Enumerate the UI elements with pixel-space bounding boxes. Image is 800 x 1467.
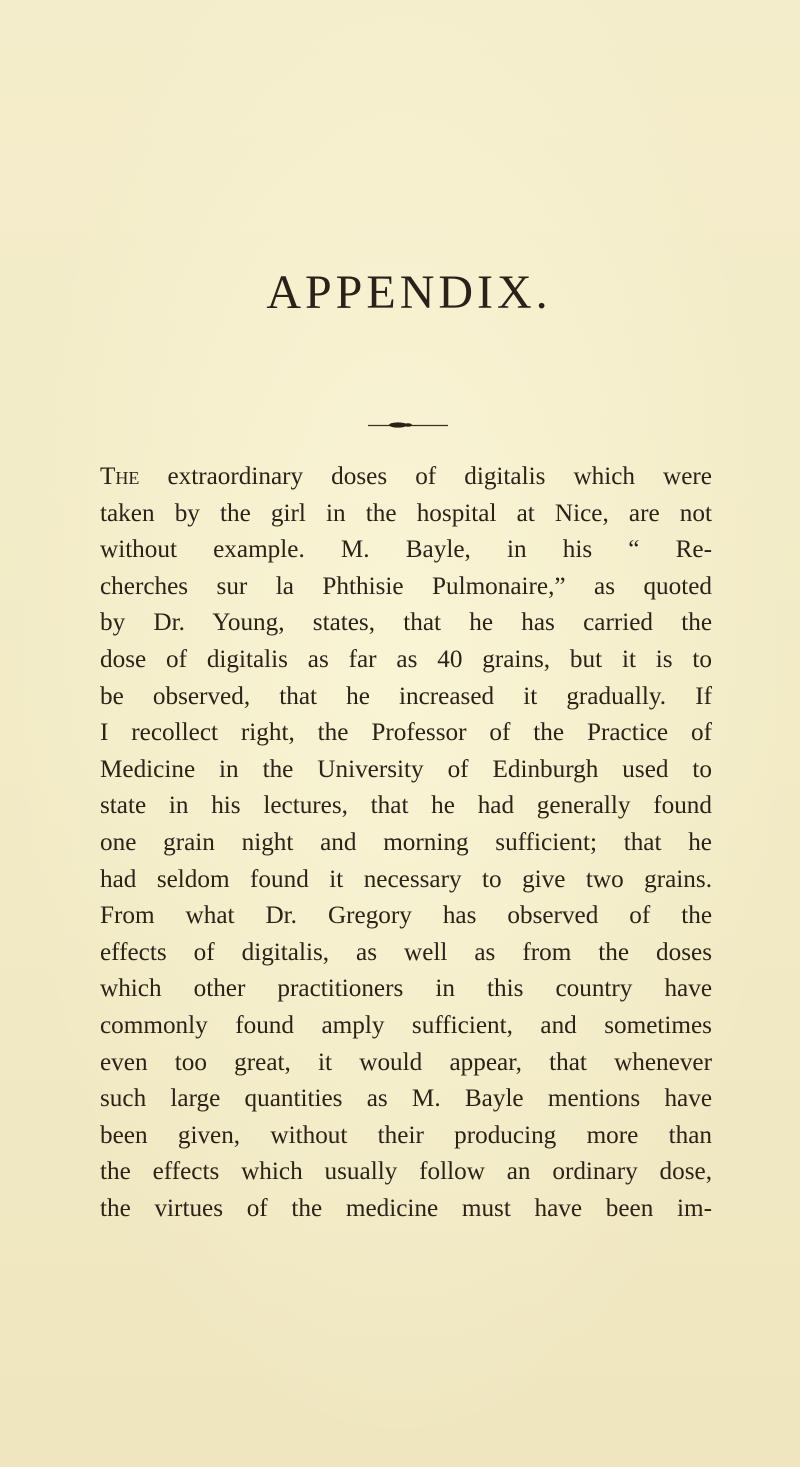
paragraph-line: the effects which usually follow an ordinary dose,	[100, 1158, 712, 1186]
paragraph-line: been given, without their producing more than	[100, 1121, 712, 1149]
paragraph-line: one grain night and morning sufficient; that he	[100, 828, 712, 856]
paragraph-line: state in his lectures, that he had generally found	[100, 792, 712, 820]
paragraph-line: cherches sur la Phthisie Pulmonaire,” as quoted	[100, 572, 712, 600]
appendix-paragraph	[100, 459, 712, 1227]
paragraph-line: I recollect right, the Professor of the Practice of	[100, 719, 712, 747]
paragraph-line: be observed, that he increased it gradually. If	[100, 682, 712, 710]
paragraph-line: had seldom found it necessary to give two grains.	[100, 865, 712, 893]
appendix-heading: APPENDIX.	[266, 266, 552, 319]
paragraph-line: effects of digitalis, as well as from the doses	[100, 938, 712, 966]
paragraph-line: dose of digitalis as far as 40 grains, but it is to	[100, 645, 712, 673]
paragraph-line: the virtues of the medicine must have been im-	[100, 1194, 712, 1222]
paragraph-line: taken by the girl in the hospital at Nice, are not	[100, 499, 712, 527]
opening-word: The	[100, 463, 140, 490]
paragraph-line: by Dr. Young, states, that he has carried the	[100, 609, 712, 637]
paragraph-line: Medicine in the University of Edinburgh used to	[100, 755, 712, 783]
paragraph-line: which other practitioners in this country have	[100, 975, 712, 1003]
paragraph-line: even too great, it would appear, that whenever	[100, 1048, 712, 1076]
ornamental-rule	[368, 421, 448, 429]
paragraph-line: The extraordinary doses of digitalis which were	[100, 463, 712, 490]
paragraph-line: commonly found amply sufficient, and sometimes	[100, 1011, 712, 1039]
paragraph-line: without example. M. Bayle, in his “ Re-	[100, 536, 712, 564]
paragraph-line: such large quantities as M. Bayle mentions have	[100, 1085, 712, 1113]
paragraph-line: From what Dr. Gregory has observed of the	[100, 902, 712, 930]
